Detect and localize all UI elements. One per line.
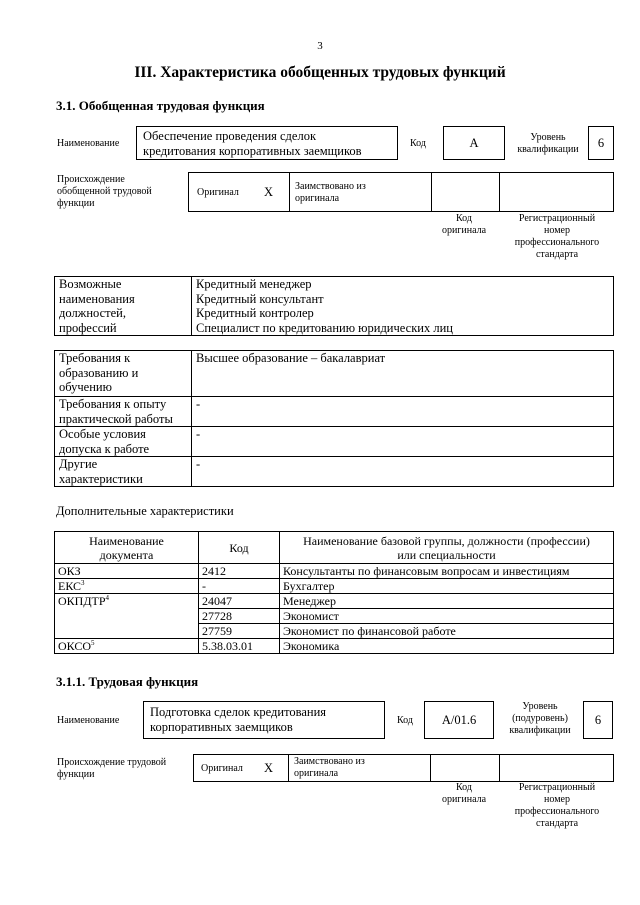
positions-values: Кредитный менеджер Кредитный консультант Кредитный контролер Специалист по кредитованию юридических лиц bbox=[192, 277, 614, 336]
gtf-level-value: 6 bbox=[588, 126, 614, 160]
conditions-label: Особые условия допуска к работе bbox=[55, 427, 192, 457]
header-specialty: Наименование базовой группы, должности (профессии) или специальности bbox=[280, 532, 614, 564]
section-title: III. Характеристика обобщенных трудовых функций bbox=[134, 64, 506, 81]
table-row: ОКСО$^5$ 5.38.03.01 Экономика bbox=[55, 639, 614, 654]
tf-reg-caption: Регистрационный номер профессионального стандарта bbox=[514, 782, 600, 829]
table-row: ОКПДТР$^4$ 24047 Менеджер bbox=[55, 594, 614, 609]
gtf-code-label: Код bbox=[410, 138, 426, 149]
tf-original-label: Оригинал bbox=[201, 763, 243, 774]
tf-origin-label: Происхождение трудовой функции bbox=[57, 757, 167, 780]
tf-borrowed-label: Заимствовано из оригинала bbox=[294, 756, 365, 779]
gtf-level-label: Уровень квалификации bbox=[517, 132, 579, 155]
gtf-name-label: Наименование bbox=[57, 138, 120, 149]
table-row: 27759 Экономист по финансовой работе bbox=[55, 624, 614, 639]
gtf-orig-code-caption: Код оригинала bbox=[441, 213, 487, 236]
gtf-origin-label: Происхождение обобщенной трудовой функции bbox=[57, 174, 152, 209]
other-label: Другие характеристики bbox=[55, 457, 192, 487]
header-document: Наименование документа bbox=[55, 532, 199, 564]
requirements-table bbox=[54, 350, 614, 487]
page-number: 3 bbox=[317, 40, 323, 52]
other-value: - bbox=[192, 457, 614, 487]
table-row: 27728 Экономист bbox=[55, 609, 614, 624]
header-code: Код bbox=[199, 532, 280, 564]
additional-table bbox=[54, 531, 614, 654]
gtf-code-value: А bbox=[443, 126, 505, 160]
table-row: ЕКС$^3$ - Бухгалтер bbox=[55, 579, 614, 594]
tf-original-mark: Х bbox=[264, 761, 274, 775]
education-value: Высшее образование – бакалавриат bbox=[192, 351, 614, 397]
subsection-title: 3.1. Обобщенная трудовая функция bbox=[56, 98, 265, 113]
experience-value: - bbox=[192, 397, 614, 427]
tf-orig-code-caption: Код оригинала bbox=[441, 782, 487, 805]
gtf-origin-table bbox=[188, 172, 614, 212]
conditions-value: - bbox=[192, 427, 614, 457]
gtf-name-field: Обеспечение проведения сделок кредитования корпоративных заемщиков bbox=[136, 126, 398, 160]
gtf-borrowed-label: Заимствовано из оригинала bbox=[295, 181, 366, 204]
experience-label: Требования к опыту практической работы bbox=[55, 397, 192, 427]
gtf-original-mark: Х bbox=[264, 185, 274, 199]
tf-code-label: Код bbox=[397, 715, 413, 726]
gtf-original-label: Оригинал bbox=[197, 187, 239, 198]
tf-title: 3.1.1. Трудовая функция bbox=[56, 674, 199, 689]
tf-name-field: Подготовка сделок кредитования корпоративных заемщиков bbox=[143, 701, 385, 739]
education-label: Требования к образованию и обучению bbox=[55, 351, 192, 397]
additional-title: Дополнительные характеристики bbox=[56, 504, 234, 518]
tf-level-value: 6 bbox=[583, 701, 613, 739]
tf-code-value: А/01.6 bbox=[424, 701, 494, 739]
table-row: ОКЗ 2412 Консультанты по финансовым вопросам и инвестициям bbox=[55, 564, 614, 579]
tf-origin-table bbox=[193, 754, 614, 782]
positions-label: Возможные наименования должностей, профессий bbox=[55, 277, 192, 336]
tf-name-label: Наименование bbox=[57, 715, 120, 726]
gtf-reg-caption: Регистрационный номер профессионального стандарта bbox=[514, 213, 600, 260]
positions-table bbox=[54, 276, 614, 336]
tf-level-label: Уровень (подуровень) квалификации bbox=[509, 701, 571, 736]
